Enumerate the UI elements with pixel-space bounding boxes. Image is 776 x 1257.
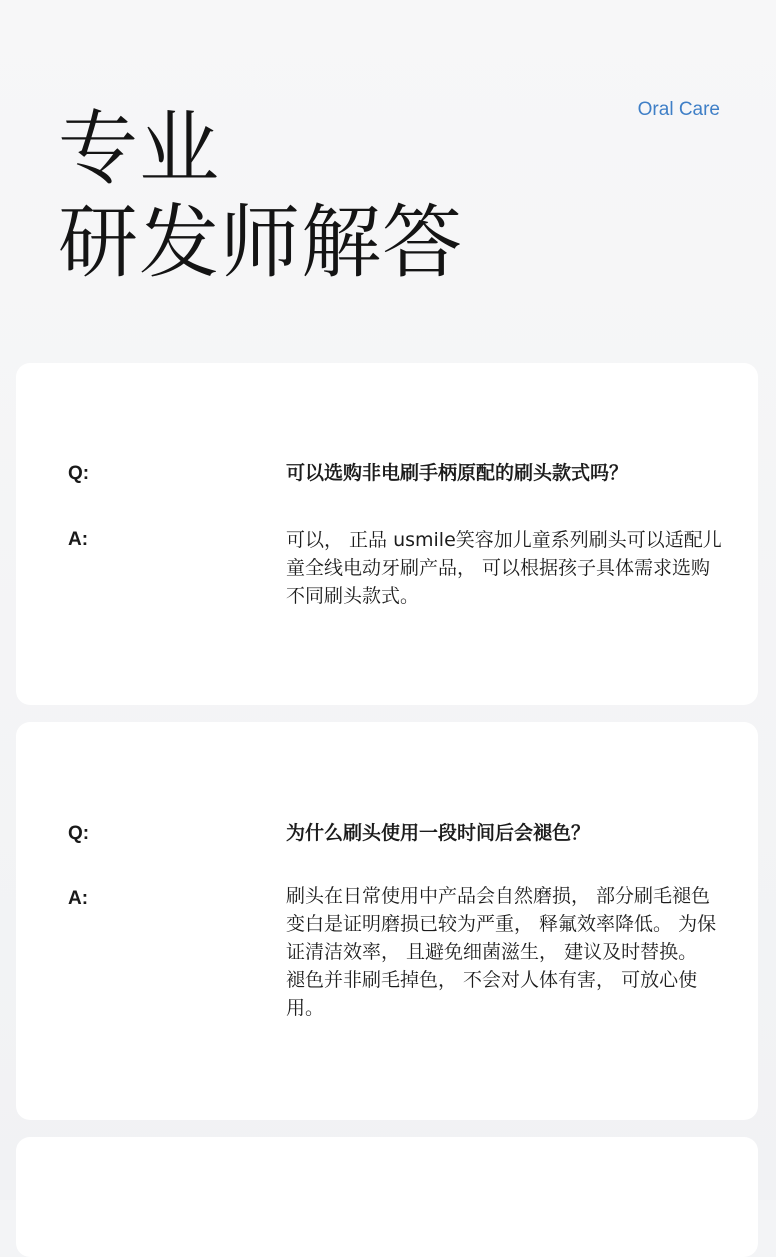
question-text: 为什么刷头使用一段时间后会褪色？ <box>286 822 591 844</box>
answer-text: 可以， 正品 usmile笑容加儿童系列刷头可以适配儿童全线电动牙刷产品， 可以根据孩子具体需求选购不同刷头款式。 <box>286 529 722 607</box>
answer-label: A: <box>68 888 89 909</box>
question-label: Q: <box>68 463 90 484</box>
faq-card-3 <box>16 1137 758 1257</box>
question-label: Q: <box>68 823 90 844</box>
faq-card-1 <box>16 363 758 705</box>
brand-label: Oral Care <box>637 99 720 120</box>
question-text: 可以选购非电刷手柄原配的刷头款式吗？ <box>286 462 629 484</box>
faq-card-2 <box>16 722 758 1120</box>
answer-text: 刷头在日常使用中产品会自然磨损， 部分刷毛褪色变白是证明磨损已较为严重， 释氟效率降低。 为保证清洁效率， 且避免细菌滋生， 建议及时替换。 褪色并非刷毛掉色， 不会对人体有害， 可放心使用。 <box>286 885 717 1019</box>
page-title-line-2: 研发师解答 <box>58 196 463 289</box>
answer-label: A: <box>68 529 89 550</box>
page-title-line-1: 专业 <box>58 102 220 195</box>
